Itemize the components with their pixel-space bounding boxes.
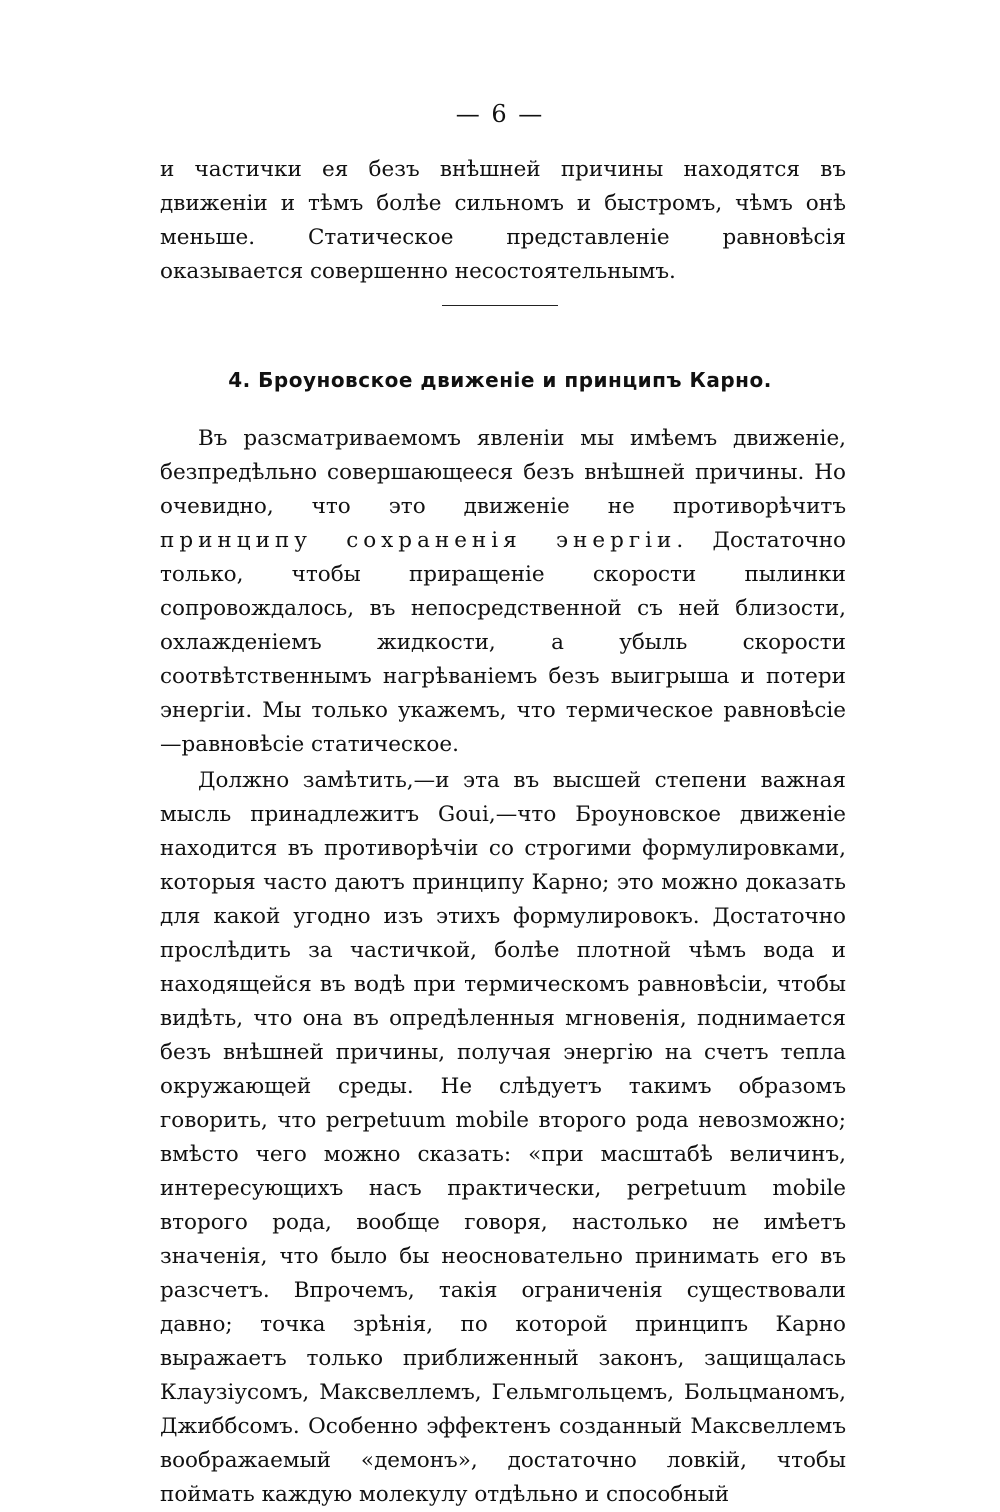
paragraph-1-part-1: Въ разсматриваемомъ явленiи мы имѣемъ движенiе, безпредѣльно совершающееся безъ внѣшней причины. Но очевидно, что это движенiе не противорѣчитъ xyxy=(160,426,846,519)
section-separator xyxy=(442,305,558,306)
page-number: — 6 — xyxy=(455,100,545,128)
continuation-text: и частички ея безъ внѣшней причины находятся въ движенiи и тѣмъ болѣе сильномъ и быстромъ, чѣмъ онѣ меньше. Статическое представленiе равновѣсiя оказывается совершенно несостоятельнымъ. xyxy=(160,157,846,284)
section-body xyxy=(160,422,846,1512)
paragraph-1-emphasis: принципу сохраненiя энергiи xyxy=(160,528,677,553)
paragraph-2: Должно замѣтить,—и эта въ высшей степени важная мысль принадлежитъ Gouі,—что Броуновское движенiе находится въ противорѣчiи со строгими формулировками, которыя часто даютъ принципу Карно; это можно доказать для какой угодно изъ этихъ формулировокъ. Достаточно прослѣдить за частичкой, болѣе плотной чѣмъ вода и находящейся въ водѣ при термическомъ равновѣсiи, чтобы видѣть, что она въ опредѣленныя мгновенiя, поднимается безъ внѣшней причины, получая энергiю на счетъ тепла окружающей среды. Не слѣдуетъ такимъ образомъ говорить, что perpetuum mobile второго рода невозможно; вмѣсто чего можно сказать: «при масштабѣ величинъ, интересующихъ насъ практически, perpetuum mobile второго рода, вообще говоря, настолько не имѣетъ значенiя, что было бы неосновательно принимать его въ разсчетъ. Впрочемъ, такiя ограниченiя существовали давно; точка зрѣнiя, по которой принципъ Карно выражаетъ только приближенный законъ, защищалась Клаузiусомъ, Максвеллемъ, Гельмгольцемъ, Больцманомъ, Джиббсомъ. Особенно эффектенъ созданный Максвеллемъ воображаемый «демонъ», достаточно ловкiй, чтобы поймать каждую молекулу отдѣльно и способный xyxy=(160,768,846,1507)
section-heading: 4. Броуновское движенiе и принципъ Карно. xyxy=(228,368,772,392)
continuation-paragraph xyxy=(160,153,846,289)
paragraph-1-part-2: . Достаточно только, чтобы приращенiе скорости пылинки сопровождалось, въ непосредственной съ ней близости, охлажденiемъ жидкости, а убыль скорости соотвѣтственнымъ нагрѣванiемъ безъ выигрыша и потери энергiи. Мы только укажемъ, что термическое равновѣсiе—равновѣсiе статическое. xyxy=(160,528,846,757)
paragraph-1 xyxy=(160,422,846,762)
